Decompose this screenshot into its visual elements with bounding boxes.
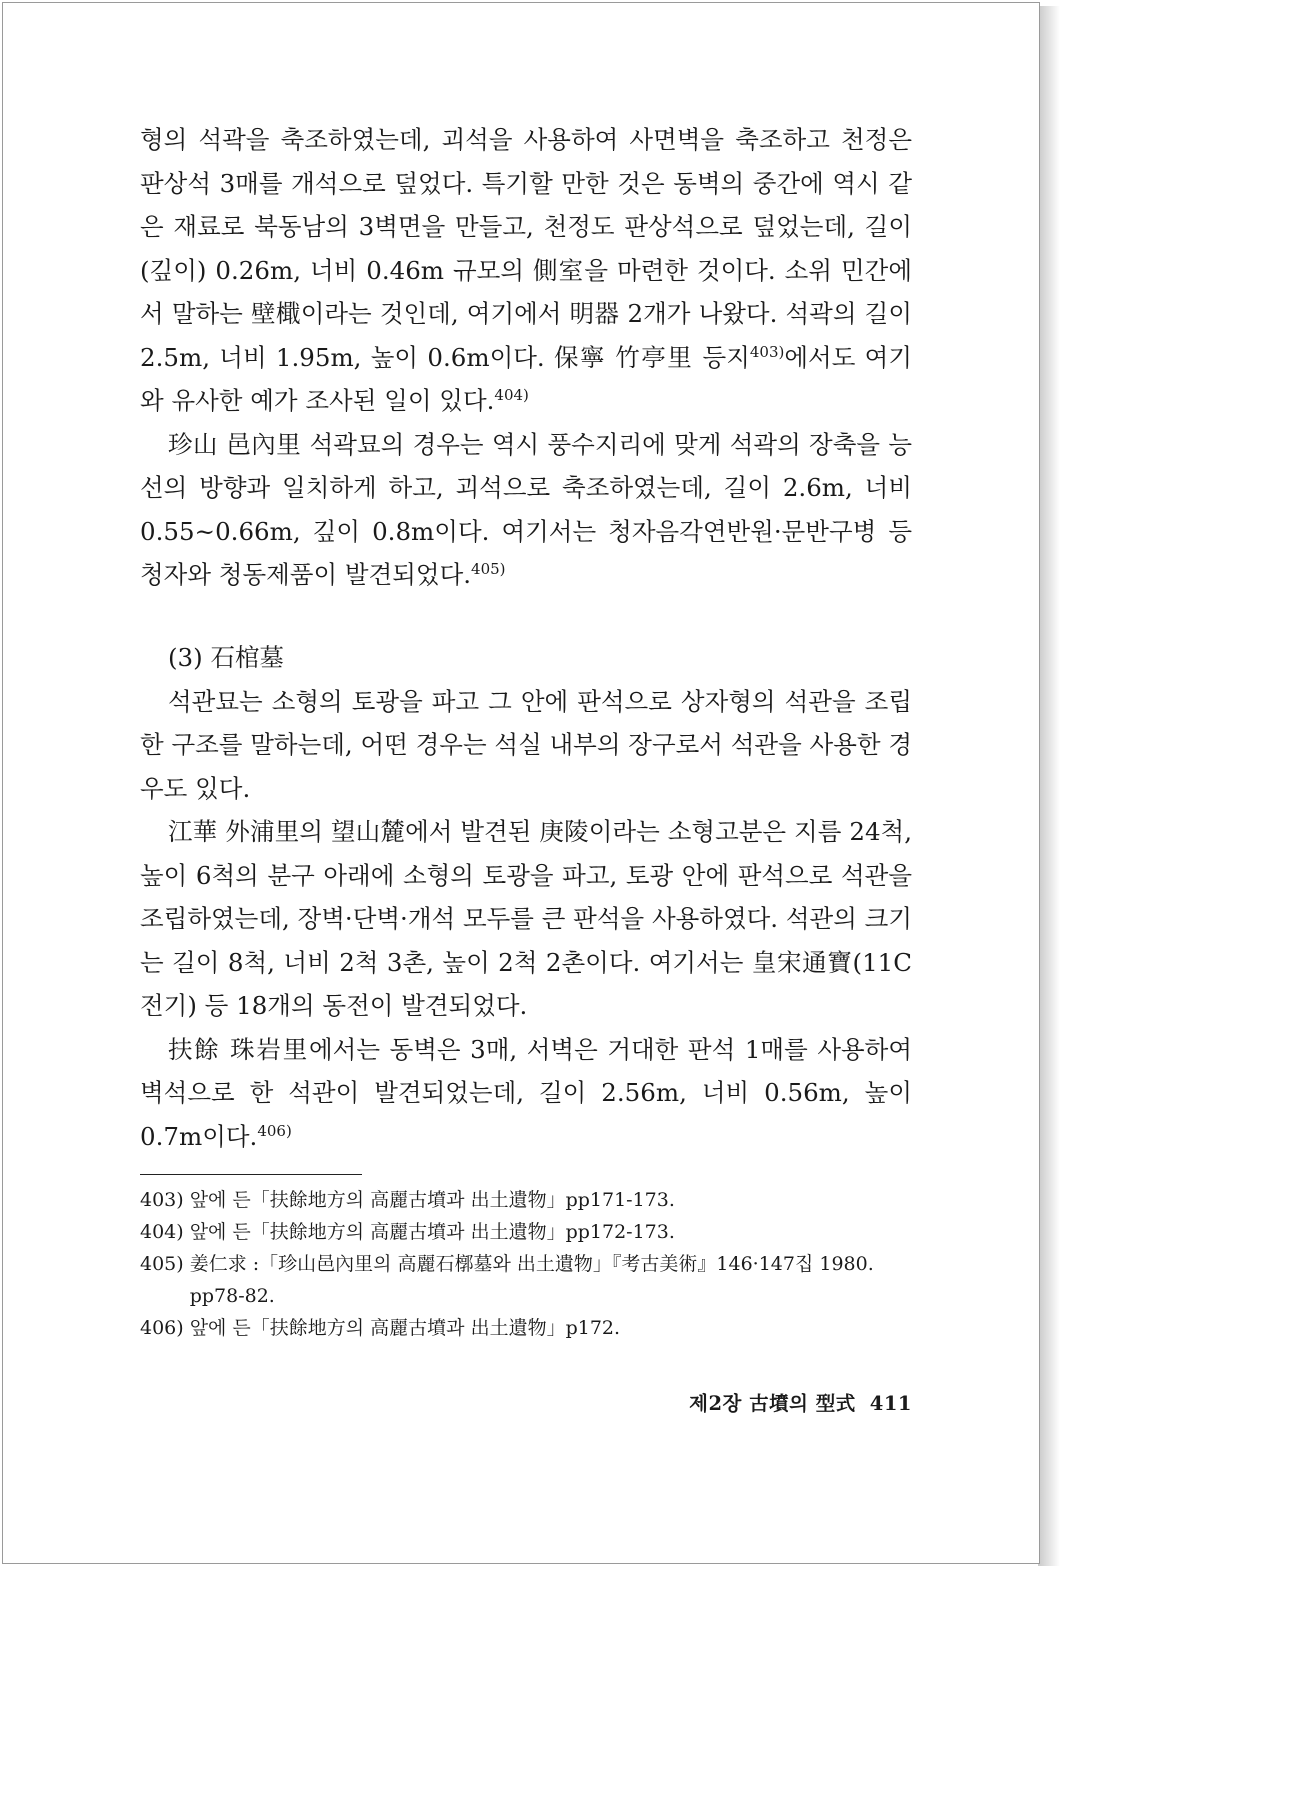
paragraph-3: 석관묘는 소형의 토광을 파고 그 안에 판석으로 상자형의 석관을 조립한 구조를 말하는데, 어떤 경우는 석실 내부의 장구로서 석관을 사용한 경우도 있다.: [140, 686, 913, 803]
footnote-number: 404): [140, 1221, 184, 1243]
chapter-title: 제2장 古墳의 型式: [689, 1392, 856, 1415]
footnote-text: 앞에 든「扶餘地方의 高麗古墳과 出土遺物」pp172-173.: [189, 1221, 675, 1243]
paragraph-2-text: 珍山 邑內里 석곽묘의 경우는 역시 풍수지리에 맞게 석곽의 장축을 능선의 방향과 일치하게 하고, 괴석으로 축조하였는데, 길이 2.6m, 너비 0.55~0.66m, 깊이 0.8m이다. 여기서는 청자음각연반원·문반구병 등 청자와 청동제품이 발견되었다.: [140, 429, 912, 589]
page-edge-shadow: [1038, 6, 1060, 1566]
section-heading: (3) 石棺墓: [168, 643, 284, 672]
footnote-ref-404: 404): [494, 386, 529, 404]
footnote-ref-405: 405): [471, 560, 506, 578]
page-number: 411: [869, 1392, 912, 1415]
footnote-404: [140, 1216, 912, 1248]
footnote-text: 姜仁求 :「珍山邑內里의 高麗石槨墓와 出土遺物」『考古美術』146·147집 1980. pp78-82.: [189, 1253, 874, 1307]
footnote-text: 앞에 든「扶餘地方의 高麗古墳과 出土遺物」p172.: [189, 1317, 621, 1339]
running-footer: [640, 1388, 912, 1416]
footnote-ref-403: 403): [749, 342, 785, 361]
section-3-block: [140, 636, 912, 1158]
footnotes: [140, 1184, 912, 1344]
paragraph-1-text: 형의 석곽을 축조하였는데, 괴석을 사용하여 사면벽을 축조하고 천정은 판상석 3매를 개석으로 덮었다. 특기할 만한 것은 동벽의 중간에 역시 같은 재료로 북동남의 3벽면을 만들고, 천정도 판상석으로 덮었는데, 길이(깊이) 0.26m, 너비 0.46m 규모의 側室을 마련한 것이다. 소위 민간에서 말하는 壁檝이라는 것인데, 여기에서 明器 2개가 나왔다. 석곽의 길이 2.5m, 너비 1.95m, 높이 0.6m이다. 保寧 竹亭里 등지: [140, 125, 912, 372]
footnote-403: [140, 1184, 912, 1216]
paragraph-5-text: 扶餘 珠岩里에서는 동벽은 3매, 서벽은 거대한 판석 1매를 사용하여 벽석으로 한 석관이 발견되었는데, 길이 2.56m, 너비 0.56m, 높이 0.7m이다.: [140, 1034, 912, 1151]
paragraph-4: 江華 外浦里의 望山麓에서 발견된 庚陵이라는 소형고분은 지름 24척, 높이 6척의 분구 아래에 소형의 토광을 파고, 토광 안에 판석으로 석관을 조립하였는데, 장벽·단벽·개석 모두를 큰 판석을 사용하였다. 석관의 크기는 길이 8척, 너비 2척 3촌, 높이 2척 2촌이다. 여기서는 皇宋通寶(11C 전기) 등 18개의 동전이 발견되었다.: [140, 817, 913, 1020]
paragraph-1-tail: 에서도 여기와 유사한 예가 조사된 일이 있다.: [140, 342, 912, 415]
footnote-ref-406: 406): [257, 1121, 292, 1140]
footnote-divider: [140, 1174, 362, 1175]
paragraph-5: [140, 1028, 912, 1159]
footnote-406: [140, 1312, 912, 1344]
paragraph-1: [140, 118, 912, 423]
body-text-top: [140, 118, 912, 597]
footnote-number: 403): [140, 1189, 184, 1211]
footnote-number: 406): [140, 1317, 184, 1339]
paragraph-2: [140, 423, 912, 597]
footnote-text: 앞에 든「扶餘地方의 高麗古墳과 出土遺物」pp171-173.: [189, 1189, 675, 1211]
footnote-number: 405): [140, 1253, 184, 1275]
footnote-405: [140, 1248, 912, 1312]
